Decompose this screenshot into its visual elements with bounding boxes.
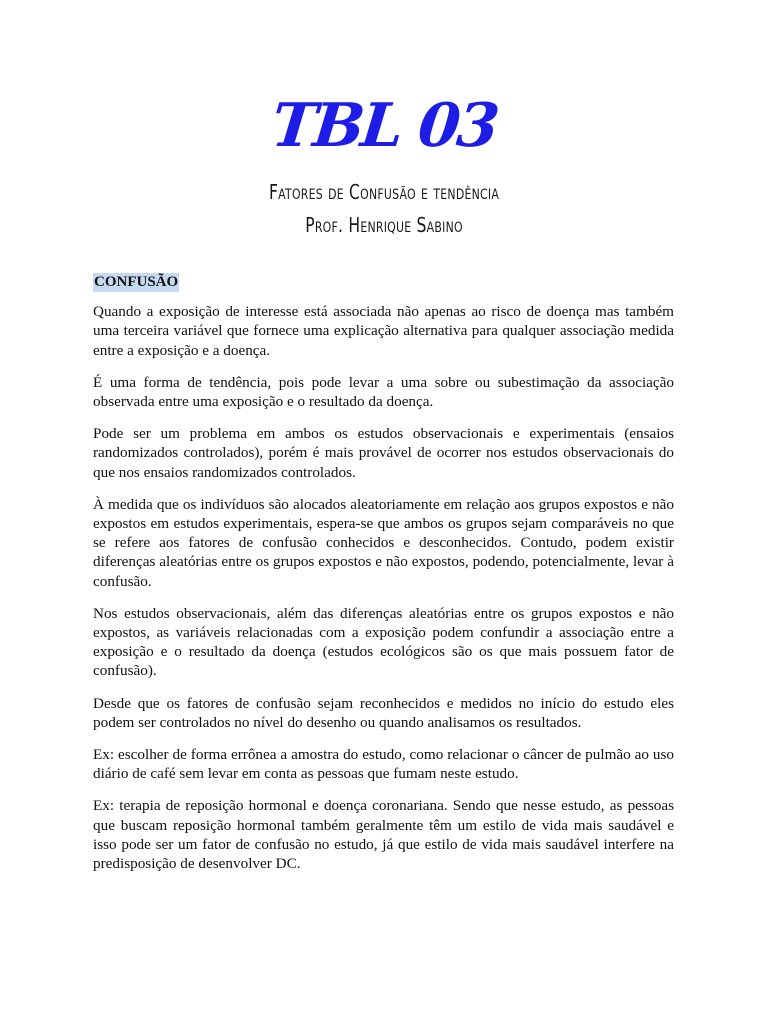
paragraph: Nos estudos observacionais, além das diferenças aleatórias entre os grupos expostos e não expostos, as variáveis relacionadas com a exposição podem confundir a associação entre a exposição e o resultado da doença (estudos ecológicos são os que mais possuem fator de confusão).	[93, 604, 674, 680]
document-subtitle: Fatores de Confusão e tendência	[268, 180, 500, 204]
paragraph: Pode ser um problema em ambos os estudos observacionais e experimentais (ensaios randomizados controlados), porém é mais provável de ocorrer nos estudos observacionais do que nos ensaios randomizados controlados.	[93, 425, 674, 481]
paragraph: É uma forma de tendência, pois pode levar a uma sobre ou subestimação da associação observada entre uma exposição e o resultado da doença.	[93, 373, 674, 411]
document-title: TBL 03	[268, 91, 500, 161]
document-author: Prof. Henrique Sabino	[305, 213, 463, 237]
paragraph: Desde que os fatores de confusão sejam reconhecidos e medidos no início do estudo eles podem ser controlados no nível do desenho ou quando analisamos os resultados.	[93, 694, 674, 731]
document-body	[93, 272, 674, 886]
paragraph: Ex: terapia de reposição hormonal e doença coronariana. Sendo que nesse estudo, as pessoas que buscam reposição hormonal também geralmente têm um estilo de vida mais saudável e isso pode ser um fator de confusão no estudo, já que estilo de vida mais saudável interfere na predisposição de desenvolver DC.	[93, 797, 674, 873]
section-heading: CONFUSÃO	[93, 273, 179, 292]
paragraph: Ex: escolher de forma errônea a amostra do estudo, como relacionar o câncer de pulmão ao uso diário de café sem levar em conta as pessoas que fumam neste estudo.	[93, 746, 674, 783]
paragraph: Quando a exposição de interesse está associada não apenas ao risco de doença mas também uma terceira variável que fornece uma explicação alternativa para qualquer associação medida entre a exposição e a doença.	[93, 303, 674, 359]
paragraph: À medida que os indivíduos são alocados aleatoriamente em relação aos grupos expostos e não expostos em estudos experimentais, espera-se que ambos os grupos sejam comparáveis no que se refere aos fatores de confusão conhecidos e desconhecidos. Contudo, podem existir diferenças aleatórias entre os grupos expostos e não expostos, podendo, potencialmente, levar à confusão.	[93, 495, 674, 590]
